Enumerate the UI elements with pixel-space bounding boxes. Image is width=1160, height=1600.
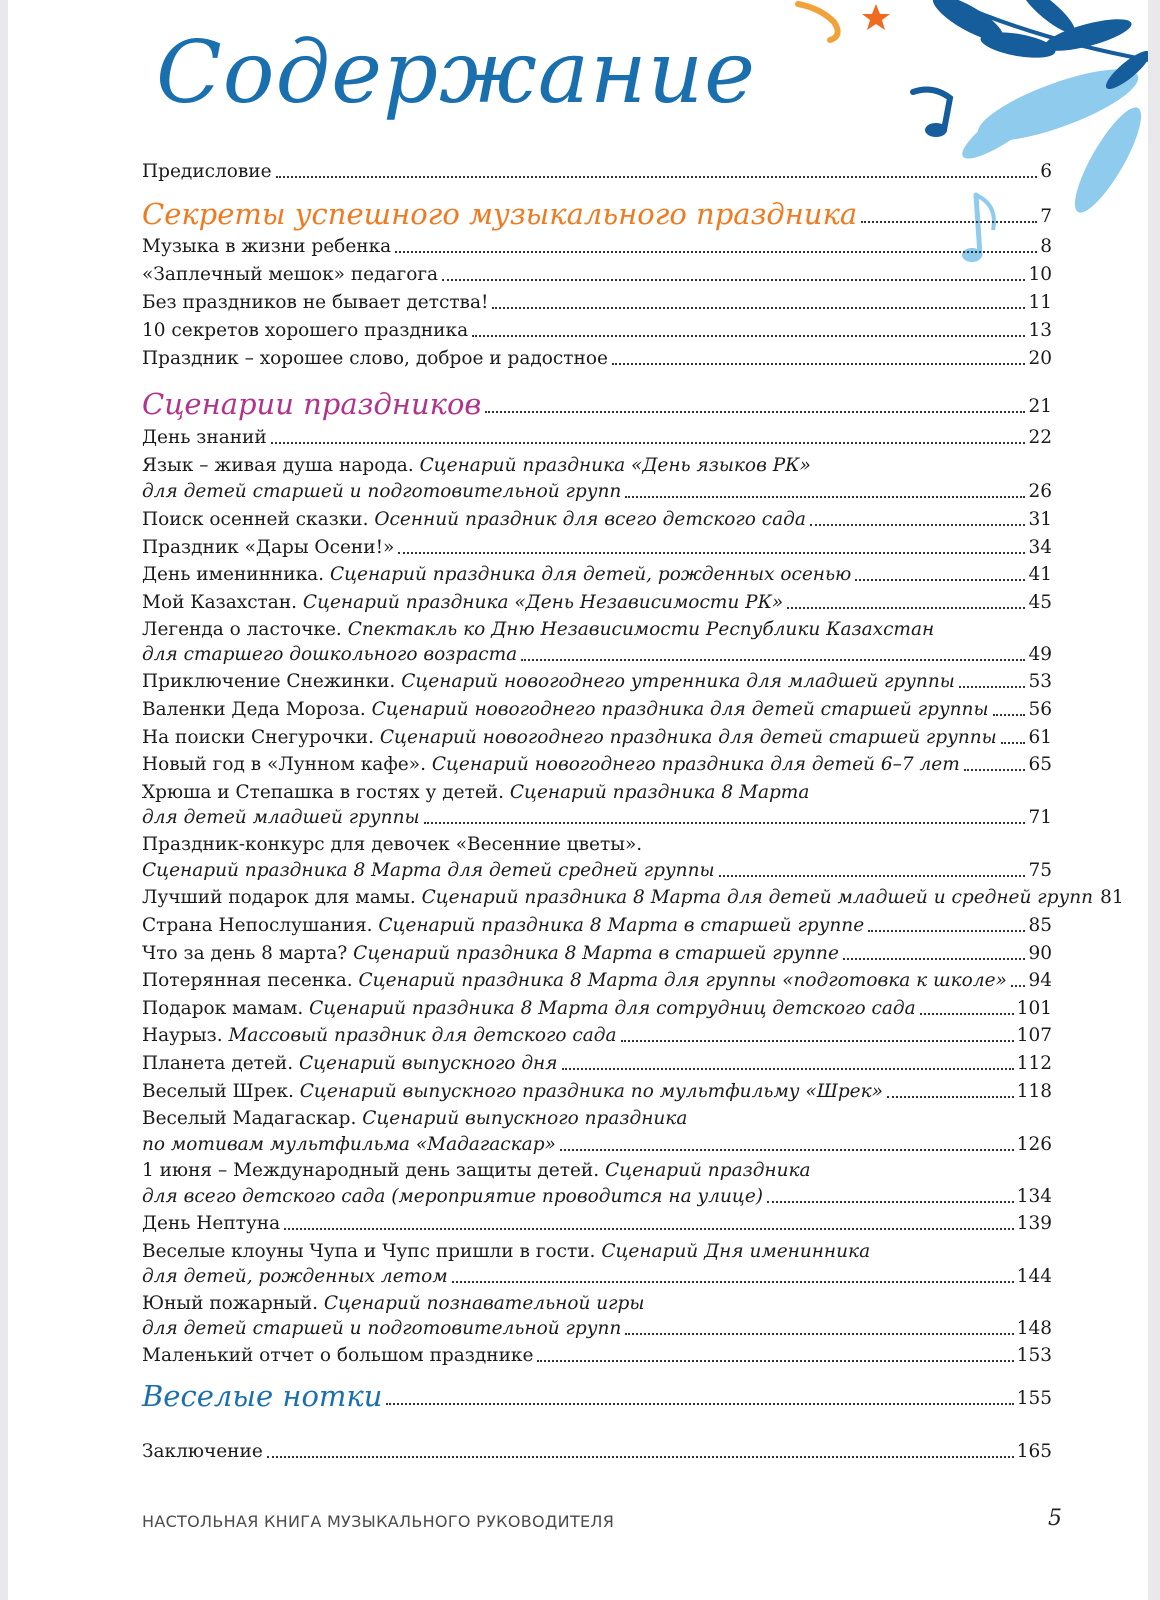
toc-entry-subtitle: Сценарий выпускного праздника [362,1108,688,1129]
toc-entry-text [142,563,851,587]
toc-page-number: 26 [1028,481,1052,502]
toc-entry-subtitle: Сценарий познавательной игры [323,1293,645,1314]
toc-page-number: 139 [1016,1213,1052,1234]
toc-entry-subtitle-line2: для детей, рожденных летом [142,1266,448,1287]
toc-page-number: 107 [1016,1025,1052,1046]
toc-entry-title: Хрюша и Степашка в гостях у детей. [142,782,505,803]
toc-entry-text [142,1212,280,1236]
toc-leader-dots [1011,985,1026,987]
toc-section-title: Веселые нотки [142,1379,383,1413]
toc-entry-subtitle: Сценарий Дня именинника [601,1241,871,1262]
toc-entry-line1 [142,1240,870,1264]
toc-page-number: 56 [1028,699,1052,720]
toc-entry-row[interactable] [142,480,1052,504]
toc-entry-row[interactable] [142,886,1124,910]
toc-leader-dots [452,1281,1014,1283]
toc-entry-text [142,1344,533,1368]
toc-page-number: 8 [1040,236,1052,257]
toc-entry-text [142,753,960,777]
toc-entry-title: Что за день 8 марта? [142,943,348,964]
toc-entry-row[interactable] [142,643,1052,667]
toc-entry-line1 [142,833,642,857]
toc-entry-text [142,263,438,287]
toc-entry-title: Заключение [142,1441,263,1462]
toc-entry-title: «Заплечный мешок» педагога [142,264,439,285]
toc-entry-subtitle: Сценарий праздника 8 Марта для детей младшей и средней групп [421,887,1094,908]
toc-entry-row[interactable] [142,670,1052,694]
toc-leader-dots [810,524,1026,526]
toc-leader-dots [562,1068,1014,1070]
toc-entry-text [142,914,864,938]
toc-entry-line1 [142,1159,811,1183]
toc-entry-row[interactable] [142,591,1052,615]
toc-leader-dots [993,714,1026,716]
toc-entry-row[interactable] [142,347,1052,371]
toc-entry-subtitle-line2: для детей старшей и подготовительной групп [142,1318,622,1339]
toc-entry-subtitle: Сценарий выпускного праздника по мультфильму «Шрек» [299,1081,883,1102]
toc-entry-text [142,235,391,259]
toc-leader-dots [861,221,1037,223]
toc-entry-line1 [142,454,811,478]
toc-entry-subtitle: Сценарий выпускного дня [298,1053,558,1074]
toc-page-number: 126 [1016,1134,1052,1155]
toc-entry-line1 [142,618,934,642]
toc-entry-text [142,670,955,694]
toc-leader-dots [843,958,1026,960]
toc-entry-title: Без праздников не бывает детства! [142,292,489,313]
toc-entry-title: Подарок мамам. [142,998,304,1019]
toc-entry-subtitle-line2: для детей старшей и подготовительной групп [142,481,622,502]
toc-leader-dots [767,1201,1014,1203]
toc-entry-text [142,942,839,966]
toc-leader-dots [612,363,1026,365]
toc-entry-text [142,698,989,722]
toc-section-title: Секреты успешного музыкального праздника [142,197,858,231]
toc-entry-subtitle: Массовый праздник для детского сада [228,1025,617,1046]
toc-entry-title: Страна Непослушания. [142,915,373,936]
toc-leader-dots [271,442,1026,444]
toc-entry-row[interactable] [142,319,1052,343]
toc-entry-subtitle: Сценарий новогоднего праздника для детей старшей группы [379,727,997,748]
toc-page-number: 148 [1016,1318,1052,1339]
toc-entry-title: Веселый Мадагаскар. [142,1108,357,1129]
toc-page-number: 134 [1016,1186,1052,1207]
toc-page-number: 61 [1028,727,1052,748]
toc-entry-text [142,1052,558,1076]
toc-entry-title: Легенда о ласточке. [142,619,342,640]
toc-entry-text [142,536,394,560]
toc-entry-text [142,319,468,343]
toc-page-number: 11 [1028,292,1052,313]
toc-entry-title: Музыка в жизни ребенка [142,236,392,257]
toc-leader-dots [920,1013,1014,1015]
toc-page-number: 90 [1028,943,1052,964]
toc-entry-subtitle: Сценарий новогоднего утренника для младшей группы [401,671,955,692]
toc-entry-row[interactable] [142,806,1052,830]
toc-entry-title: День знаний [142,427,267,448]
toc-page-number: 94 [1028,970,1052,991]
toc-page-number: 34 [1028,537,1052,558]
footer-book-title: НАСТОЛЬНАЯ КНИГА МУЗЫКАЛЬНОГО РУКОВОДИТЕЛЯ [142,1512,615,1531]
toc-entry-title: Веселые клоуны Чупа и Чупс пришли в гости. [142,1241,596,1262]
toc-entry-subtitle: Сценарий праздника [605,1160,811,1181]
toc-entry-title: Язык – живая душа народа. [142,455,414,476]
toc-entry-subtitle: Сценарий праздника 8 Марта в старшей группе [378,915,865,936]
toc-entry-row[interactable] [142,914,1052,938]
toc-entry-title: Юный пожарный. [142,1293,318,1314]
toc-leader-dots [386,1403,1013,1405]
toc-entry-text [142,508,806,532]
toc-leader-dots [719,875,1026,877]
toc-entry-row[interactable] [142,235,1052,259]
toc-entry-subtitle: Сценарий новогоднего праздника для детей 6–7 лет [431,754,960,775]
toc-entry-row[interactable] [142,426,1052,450]
toc-entry-subtitle-line2: для всего детского сада (мероприятие проводится на улице) [142,1186,763,1207]
toc-entry-text [142,591,783,615]
toc-entry-title: Предисловие [142,161,272,182]
toc-entry-title: День именинника. [142,564,325,585]
toc-entry-row[interactable] [142,536,1052,560]
toc-entry-title: Лучший подарок для мамы. [142,887,416,908]
toc-entry-title: День Нептуна [142,1213,281,1234]
toc-section-row[interactable] [142,387,1052,421]
toc-leader-dots [284,1228,1014,1230]
toc-page-number: 31 [1028,509,1052,530]
toc-page-number: 7 [1040,206,1052,227]
toc-entry-text [142,1080,883,1104]
toc-entry-line1 [142,1107,687,1131]
toc-entry-title: Потерянная песенка. [142,970,353,991]
toc-leader-dots [787,607,1025,609]
toc-page-number: 153 [1016,1345,1052,1366]
toc-entry-row[interactable] [142,1052,1052,1076]
toc-page-number: 75 [1028,860,1052,881]
toc-entry-text [142,886,1093,910]
toc-entry-title: Веселый Шрек. [142,1081,294,1102]
toc-leader-dots [560,1149,1014,1151]
toc-leader-dots [485,411,1025,413]
toc-leader-dots [267,1456,1014,1458]
toc-page-number: 71 [1028,807,1052,828]
toc-entry-row[interactable] [142,942,1052,966]
toc-entry-subtitle: Сценарий праздника 8 Марта [509,782,810,803]
toc-entry-subtitle: Сценарий праздника 8 Марта для группы «подготовка к школе» [358,970,1007,991]
toc-page-number: 41 [1028,564,1052,585]
toc-entry-line1 [142,1292,644,1316]
toc-entry-row[interactable] [142,1133,1052,1157]
toc-entry-row[interactable] [142,1024,1052,1048]
toc-entry-title: Приключение Снежинки. [142,671,396,692]
toc-page-number: 81 [1100,887,1124,908]
toc-entry-subtitle: Сценарий новогоднего праздника для детей старшей группы [371,699,989,720]
toc-entry-title: Праздник «Дары Осени!» [142,537,395,558]
toc-leader-dots [887,1096,1014,1098]
toc-entry-row[interactable] [142,1317,1052,1341]
toc-leader-dots [521,659,1025,661]
toc-entry-text [142,969,1007,993]
toc-entry-title: Планета детей. [142,1053,294,1074]
toc-entry-text [142,160,272,184]
toc-entry-row[interactable] [142,859,1052,883]
toc-entry-row[interactable] [142,1080,1052,1104]
toc-entry-title: Наурыз. [142,1025,223,1046]
toc-page-number: 65 [1028,754,1052,775]
toc-leader-dots [442,279,1025,281]
toc-entry-title: Поиск осенней сказки. [142,509,369,530]
toc-leader-dots [424,822,1026,824]
toc-leader-dots [621,1040,1014,1042]
toc-entry-subtitle-line2: по мотивам мультфильма «Мадагаскар» [142,1134,556,1155]
toc-entry-title: Маленький отчет о большом празднике [142,1345,534,1366]
toc-entry-subtitle: Сценарий праздника для детей, рожденных осенью [329,564,852,585]
toc-entry-subtitle: Сценарий праздника 8 Марта для сотрудниц детского сада [309,998,916,1019]
toc-entry-row[interactable] [142,508,1052,532]
toc-page-number: 21 [1028,396,1052,417]
toc-leader-dots [472,335,1025,337]
toc-leader-dots [625,496,1025,498]
page-title: Содержание [156,23,756,123]
toc-entry-subtitle: Осенний праздник для всего детского сада [374,509,806,530]
toc-entry-row[interactable] [142,1440,1052,1464]
toc-page-number: 45 [1028,592,1052,613]
toc-entry-subtitle: Спектакль ко Дню Независимости Республики Казахстан [347,619,935,640]
toc-page-number: 112 [1016,1053,1052,1074]
toc-page-number: 101 [1016,998,1052,1019]
toc-page-number: 10 [1028,264,1052,285]
toc-page-number: 6 [1040,161,1052,182]
toc-entry-row[interactable] [142,291,1052,315]
toc-leader-dots [276,176,1038,178]
toc-entry-subtitle-line2: Сценарий праздника 8 Марта для детей средней группы [142,860,715,881]
toc-entry-text [142,1024,617,1048]
toc-entry-text [142,347,608,371]
toc-entry-row[interactable] [142,698,1052,722]
toc-entry-title: Праздник – хорошее слово, доброе и радостное [142,348,608,369]
toc-page-number: 155 [1016,1388,1052,1409]
toc-leader-dots [492,307,1025,309]
toc-leader-dots [1001,742,1026,744]
music-note-icon [913,90,950,137]
toc-entry-subtitle-line2: для детей младшей группы [142,807,420,828]
toc-entry-row[interactable] [142,1265,1052,1289]
toc-entry-subtitle: Сценарий праздника 8 Марта в старшей группе [353,943,839,964]
toc-page-number: 53 [1028,671,1052,692]
toc-entry-title: Мой Казахстан. [142,592,298,613]
toc-section-title: Сценарии праздников [142,387,482,421]
toc-entry-title: Праздник-конкурс для девочек «Весенние цветы». [142,834,643,855]
toc-entry-row[interactable] [142,726,1052,750]
toc-leader-dots [395,251,1037,253]
toc-page-number: 20 [1028,348,1052,369]
toc-page-number: 165 [1016,1441,1052,1462]
document-page [8,0,1148,1600]
toc-section-row[interactable] [142,1379,1052,1413]
toc-page-number: 118 [1016,1081,1052,1102]
toc-leader-dots [964,769,1026,771]
toc-entry-title: Валенки Деда Мороза. [142,699,366,720]
toc-section-row[interactable] [142,197,1052,231]
toc-page-number: 144 [1016,1266,1052,1287]
toc-entry-text [142,291,488,315]
toc-leader-dots [959,686,1026,688]
toc-leader-dots [625,1333,1013,1335]
toc-entry-text [142,726,997,750]
toc-page-number: 13 [1028,320,1052,341]
toc-entry-row[interactable] [142,1344,1052,1368]
page-number: 5 [1048,1506,1062,1531]
toc-entry-row[interactable] [142,160,1052,184]
toc-entry-row[interactable] [142,997,1052,1021]
toc-entry-row[interactable] [142,263,1052,287]
toc-entry-title: 10 секретов хорошего праздника [142,320,469,341]
toc-entry-row[interactable] [142,969,1052,993]
toc-entry-row[interactable] [142,753,1052,777]
toc-leader-dots [868,930,1025,932]
toc-page-number: 22 [1028,427,1052,448]
toc-leader-dots [855,579,1025,581]
toc-entry-subtitle-line2: для старшего дошкольного возраста [142,644,518,665]
toc-entry-title: Новый год в «Лунном кафе». [142,754,426,775]
toc-entry-subtitle: Сценарий праздника «День языков РК» [419,455,811,476]
toc-entry-title: На поиски Снегурочки. [142,727,374,748]
toc-entry-text [142,426,267,450]
toc-entry-row[interactable] [142,1185,1052,1209]
toc-page-number: 85 [1028,915,1052,936]
toc-entry-row[interactable] [142,563,1052,587]
toc-entry-line1 [142,781,809,805]
toc-leader-dots [398,552,1025,554]
toc-entry-title: 1 июня – Международный день защиты детей. [142,1160,600,1181]
toc-entry-row[interactable] [142,1212,1052,1236]
toc-entry-text [142,997,916,1021]
toc-entry-subtitle: Сценарий праздника «День Независимости РК» [302,592,784,613]
toc-page-number: 49 [1028,644,1052,665]
toc-leader-dots [537,1360,1013,1362]
toc-entry-text [142,1440,263,1464]
